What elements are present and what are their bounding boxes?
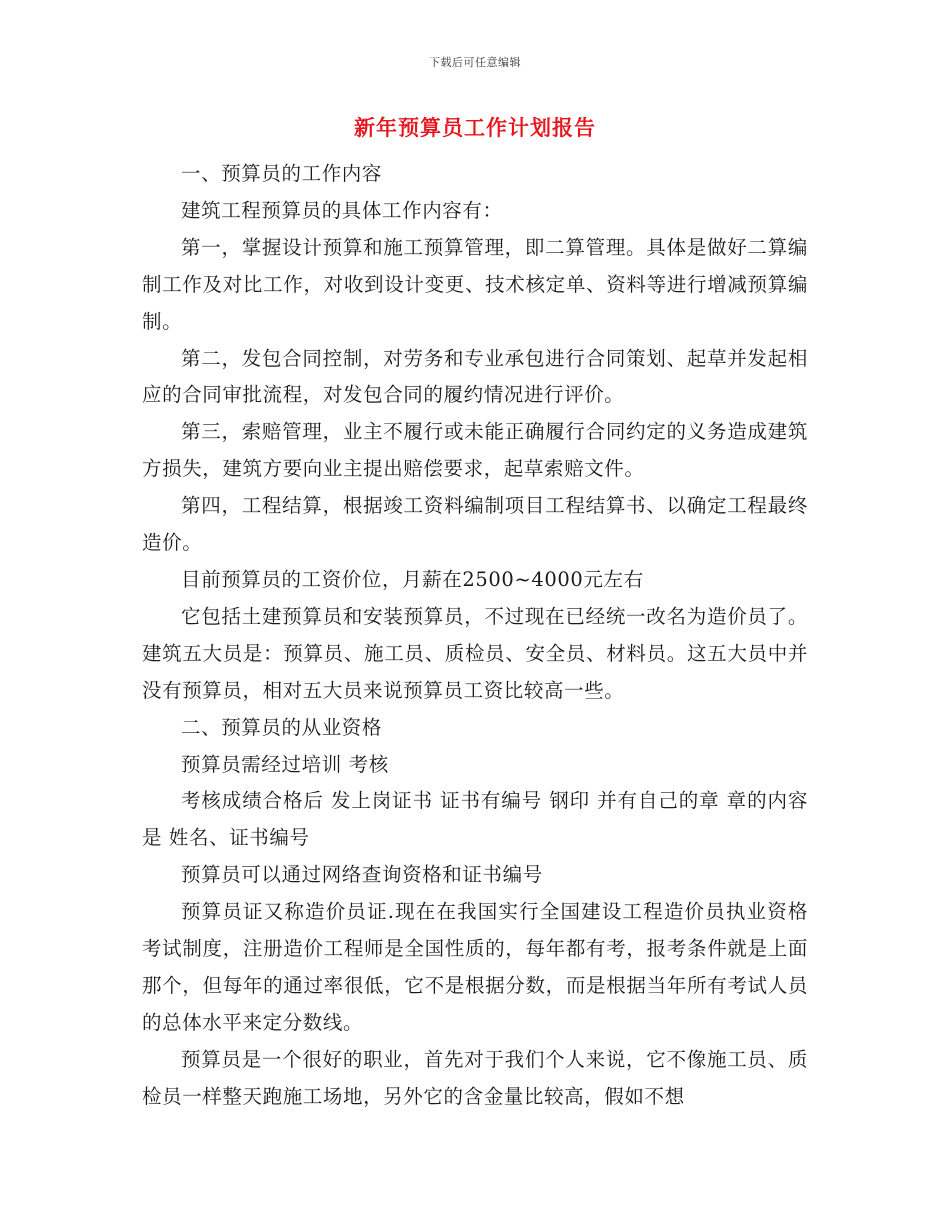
paragraph: 考核成绩合格后 发上岗证书 证书有编号 钢印 并有自己的章 章的内容是 姓名、证书编号: [142, 789, 808, 850]
document-body: [142, 156, 808, 1116]
paragraph: 预算员可以通过网络查询资格和证书编号: [181, 863, 543, 887]
paragraph: 第四，工程结算，根据竣工资料编制项目工程结算书、以确定工程最终造价。: [142, 494, 808, 555]
paragraph: 预算员是一个很好的职业，首先对于我们个人来说，它不像施工员、质检员一样整天跑施工场地，另外它的含金量比较高，假如不想: [142, 1047, 808, 1108]
document-title: 新年预算员工作计划报告: [354, 115, 596, 140]
page-header-note: 下载后可任意编辑: [429, 56, 521, 69]
paragraph: 预算员证又称造价员证.现在在我国实行全国建设工程造价员执业资格考试制度，注册造价工程师是全国性质的，每年都有考，报考条件就是上面那个，但每年的通过率很低，它不是根据分数，而是根据当年所有考试人员的总体水平来定分数线。: [142, 900, 808, 1034]
paragraph: 第二，发包合同控制，对劳务和专业承包进行合同策划、起草并发起相应的合同审批流程，对发包合同的履约情况进行评价。: [142, 346, 808, 407]
paragraph: 它包括土建预算员和安装预算员，不过现在已经统一改名为造价员了。建筑五大员是：预算员、施工员、质检员、安全员、材料员。这五大员中并没有预算员，相对五大员来说预算员工资比较高一些。: [142, 604, 808, 702]
paragraph: 第一，掌握设计预算和施工预算管理，即二算管理。具体是做好二算编制工作及对比工作，对收到设计变更、技术核定单、资料等进行增减预算编制。: [142, 235, 808, 333]
paragraph: 目前预算员的工资价位，月薪在2500~4000元左右: [181, 567, 644, 591]
paragraph: 建筑工程预算员的具体工作内容有：: [181, 198, 503, 222]
section-heading-work-content: 一、预算员的工作内容: [181, 162, 383, 185]
paragraph: 预算员需经过培训 考核: [181, 752, 389, 776]
section-heading-qualification: 二、预算员的从业资格: [181, 715, 383, 739]
paragraph: 第三，索赔管理，业主不履行或未能正确履行合同约定的义务造成建筑方损失，建筑方要向业主提出赔偿要求，起草索赔文件。: [142, 420, 808, 481]
